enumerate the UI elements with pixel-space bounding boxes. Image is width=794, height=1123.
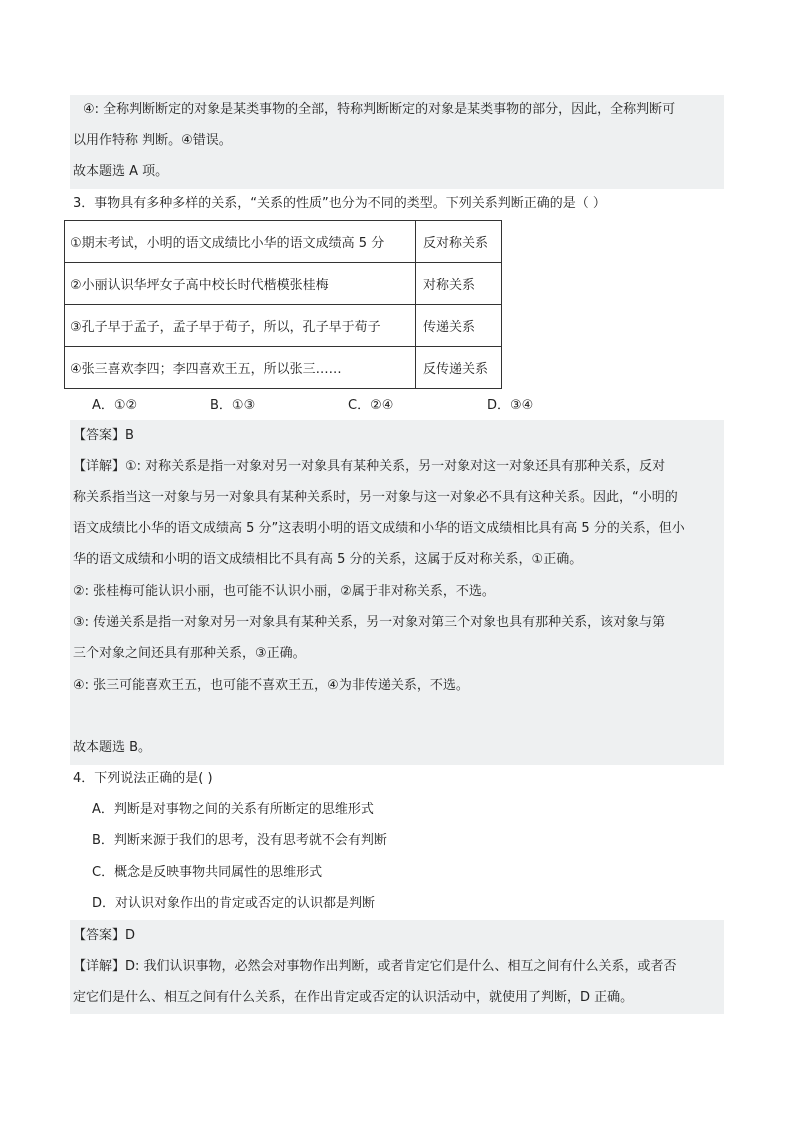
q3-option-d: D．③④	[487, 398, 534, 413]
q4-detail-line: 【详解】D: 我们认识事物，必然会对事物作出判断，或者肯定它们是什么、相互之间有什么关系，或者否	[73, 959, 677, 974]
table-row	[65, 347, 502, 389]
prev-conclusion: 故本题选 A 项。	[73, 164, 169, 179]
q3-detail-line: 称关系指当这一对象与另一对象具有某种关系时，另一对象与这一对象必不具有这种关系。因此，“小明的	[73, 490, 678, 505]
q3-stem: 3．事物具有多种多样的关系，“关系的性质”也分为不同的类型。下列关系判断正确的是（ ）	[73, 196, 606, 211]
table-cell-relation: 反传递关系	[416, 347, 502, 389]
q3-detail-line: 华的语文成绩和小明的语文成绩相比不具有高 5 分的关系，这属于反对称关系，①正确。	[73, 552, 583, 567]
q3-conclusion: 故本题选 B。	[73, 740, 152, 755]
prev-detail-line-1: ④: 全称判断断定的对象是某类事物的全部，特称判断断定的对象是某类事物的部分，因此，全称判断可	[83, 102, 676, 117]
q4-answer: 【答案】D	[73, 928, 136, 943]
q4-detail-line: 定它们是什么、相互之间有什么关系，在作出肯定或否定的认识活动中，就使用了判断，D 正确。	[73, 990, 634, 1005]
q3-option-c: C．②④	[348, 398, 394, 413]
q3-detail-line: 【详解】①: 对称关系是指一对象对另一对象具有某种关系，另一对象对这一对象还具有那种关系，反对	[73, 459, 666, 474]
table-cell-statement: ②小丽认识华坪女子高中校长时代楷模张桂梅	[65, 263, 416, 305]
table-cell-statement: ④张三喜欢李四；李四喜欢王五，所以张三……	[65, 347, 416, 389]
q4-stem: 4．下列说法正确的是( )	[73, 771, 213, 786]
table-cell-relation: 对称关系	[416, 263, 502, 305]
table-cell-statement: ①期末考试，小明的语文成绩比小华的语文成绩高 5 分	[65, 221, 416, 263]
table-cell-relation: 反对称关系	[416, 221, 502, 263]
table-row	[65, 263, 502, 305]
q3-detail-line: 语文成绩比小华的语文成绩高 5 分”这表明小明的语文成绩和小华的语文成绩相比具有高 5 分的关系，但小	[73, 521, 685, 536]
q3-detail-line: ③: 传递关系是指一对象对另一对象具有某种关系，另一对象对第三个对象也具有那种关系，该对象与第	[73, 615, 666, 630]
table-row	[65, 221, 502, 263]
q4-option-d: D．对认识对象作出的肯定或否定的认识都是判断	[92, 896, 376, 911]
q3-answer: 【答案】B	[73, 428, 134, 443]
q3-detail-line: ②: 张桂梅可能认识小丽，也可能不认识小丽，②属于非对称关系，不选。	[73, 584, 495, 599]
prev-detail-line-2: 以用作特称 判断。④错误。	[73, 133, 232, 148]
q3-option-b: B．①③	[210, 398, 256, 413]
table-row	[65, 305, 502, 347]
table-cell-relation: 传递关系	[416, 305, 502, 347]
q4-option-b: B．判断来源于我们的思考，没有思考就不会有判断	[92, 833, 387, 848]
q4-option-a: A．判断是对事物之间的关系有所断定的思维形式	[92, 802, 374, 817]
q3-detail-line: 三个对象之间还具有那种关系，③正确。	[73, 646, 306, 661]
q4-option-c: C．概念是反映事物共同属性的思维形式	[92, 865, 323, 880]
q3-relation-table	[64, 220, 502, 389]
q3-option-a: A．①②	[92, 398, 138, 413]
q3-detail-line: ④: 张三可能喜欢王五，也可能不喜欢王五，④为非传递关系，不选。	[73, 678, 469, 693]
table-cell-statement: ③孔子早于孟子，孟子早于荀子，所以，孔子早于荀子	[65, 305, 416, 347]
